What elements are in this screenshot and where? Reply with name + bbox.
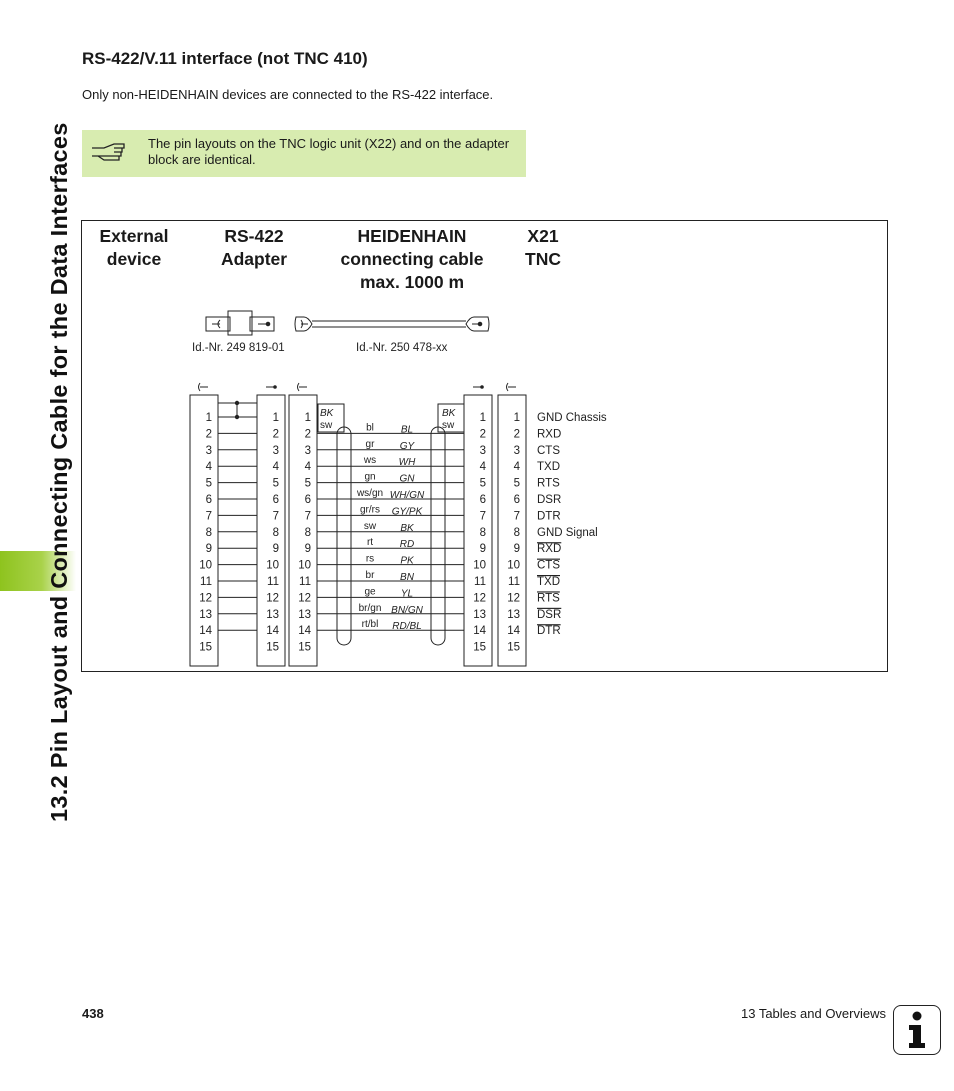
pin-number: 1 <box>304 412 311 424</box>
signal-name: DSR <box>537 494 562 506</box>
pin-number: 5 <box>205 477 212 490</box>
pin-number: 4 <box>272 461 279 474</box>
pin-number: 15 <box>473 641 486 654</box>
pin-number: 6 <box>304 494 311 506</box>
pin-number: 13 <box>266 608 279 621</box>
pin-number: 15 <box>298 641 311 654</box>
pin-number: 8 <box>513 526 520 539</box>
wire-color-en: PK <box>400 555 414 567</box>
pin-number: 8 <box>205 526 212 539</box>
wire-color-en: GY <box>399 440 415 452</box>
pin-number: 11 <box>474 576 486 588</box>
wire-color-en: GN <box>399 473 415 485</box>
header-line: HEIDENHAIN <box>357 226 467 246</box>
pin-number: 5 <box>304 477 311 490</box>
pin-number: 8 <box>479 526 486 539</box>
pin-number: 2 <box>304 428 311 441</box>
signal-name: TXD <box>537 576 560 588</box>
pin-number: 4 <box>513 461 520 474</box>
wire-color-en: WH <box>398 457 416 469</box>
pointing-hand-icon <box>90 138 128 166</box>
pin-number: 1 <box>479 412 486 424</box>
header-line: Adapter <box>220 249 288 269</box>
pin-number: 12 <box>298 592 311 605</box>
pin-number: 2 <box>272 428 279 441</box>
pin-number: 7 <box>304 510 311 523</box>
header-line: connecting cable <box>340 249 484 269</box>
cable-id: Id.-Nr. 250 478-xx <box>356 342 448 354</box>
pin-number: 11 <box>267 576 279 588</box>
pin-number: 4 <box>304 461 311 474</box>
pin-number: 14 <box>266 625 279 638</box>
cable-shield <box>431 427 445 645</box>
signal-name: RXD <box>537 428 562 441</box>
cable-shield <box>337 427 351 645</box>
pin-number: 13 <box>507 608 520 621</box>
pin-number: 8 <box>304 526 311 539</box>
male-connector-icon <box>199 383 201 391</box>
male-connector-icon <box>507 383 509 391</box>
header-line: External <box>99 226 169 246</box>
info-icon[interactable] <box>893 1005 941 1055</box>
pin-number: 15 <box>507 641 520 654</box>
wire-junction <box>235 401 239 405</box>
pin-number: 9 <box>205 543 212 556</box>
pin-number: 3 <box>513 444 520 457</box>
wire-junction <box>235 415 239 419</box>
header-line: device <box>106 249 162 269</box>
info-glyph <box>894 1006 939 1053</box>
chapter-name: 13 Tables and Overviews <box>740 1006 886 1021</box>
signal-name: DTR <box>537 510 561 523</box>
wire-color-en: GY/PK <box>391 506 423 518</box>
wiring-diagram <box>82 221 887 671</box>
pin-number: 2 <box>513 428 520 441</box>
pin-number: 7 <box>513 510 520 523</box>
pin-number: 3 <box>205 444 212 457</box>
pin-number: 10 <box>298 559 311 572</box>
header-line: X21 <box>527 226 559 246</box>
signal-name: GND Chassis <box>537 412 607 424</box>
female-connector-icon <box>273 385 277 389</box>
pin-number: 2 <box>479 428 486 441</box>
wire-color-de: ge <box>364 586 376 598</box>
wire-color-de: br <box>365 570 375 581</box>
pin-number: 8 <box>272 526 279 539</box>
wire-color-en: WH/GN <box>389 490 425 501</box>
pin-number: 10 <box>473 559 486 572</box>
pin-number: 3 <box>272 444 279 457</box>
shield-label-en: BK <box>442 408 456 419</box>
pin-number: 5 <box>272 477 279 490</box>
signal-name: CTS <box>537 559 560 572</box>
pin-number: 5 <box>479 477 486 490</box>
wire-color-en: RD <box>399 539 415 551</box>
pin-number: 6 <box>479 494 486 506</box>
wire-color-en: BK <box>400 522 414 534</box>
signal-name: GND Signal <box>537 526 598 539</box>
pin-number: 15 <box>266 641 279 654</box>
pin-number: 12 <box>266 592 279 605</box>
wire-color-en: RD/BL <box>392 621 422 633</box>
pin-number: 6 <box>272 494 279 506</box>
adapter-drawing <box>206 311 274 335</box>
signal-name: TXD <box>537 461 560 474</box>
wire-color-en: YL <box>400 588 414 600</box>
page-number: 438 <box>82 1006 104 1021</box>
header-line: RS-422 <box>224 226 284 246</box>
pin-number: 1 <box>513 412 520 424</box>
wire-color-de: br/gn <box>358 602 382 614</box>
female-connector-icon <box>480 385 484 389</box>
wire-color-de: ws <box>363 455 377 467</box>
pin-number: 14 <box>473 625 486 638</box>
signal-name: CTS <box>537 444 560 457</box>
pin-number: 7 <box>205 510 212 523</box>
wire-color-de: gr/rs <box>360 504 380 516</box>
pin-number: 11 <box>508 576 520 588</box>
pin-number: 6 <box>205 494 212 506</box>
wire-color-de: gn <box>364 471 376 483</box>
signal-name: DSR <box>537 608 562 621</box>
pin-number: 3 <box>479 444 486 457</box>
header-line: max. 1000 m <box>359 272 465 292</box>
pin-number: 14 <box>507 625 520 638</box>
shield-label-de: sw <box>442 420 455 431</box>
shield-label-en: BK <box>320 408 334 419</box>
pin-number: 12 <box>507 592 520 605</box>
wire-color-de: rt/bl <box>361 619 379 631</box>
signal-name: RTS <box>537 477 560 490</box>
male-connector-icon <box>298 383 300 391</box>
pin-number: 10 <box>199 559 212 572</box>
pin-number: 9 <box>479 543 486 556</box>
signal-name: RXD <box>537 543 562 556</box>
pin-number: 10 <box>266 559 279 572</box>
wire-color-de: ws/gn <box>356 488 384 499</box>
shield-label-de: sw <box>320 420 333 431</box>
note-box <box>82 130 526 177</box>
pin-number: 9 <box>513 543 520 556</box>
pin-number: 1 <box>205 412 212 424</box>
signal-name: RTS <box>537 592 560 605</box>
section-heading: RS-422/V.11 interface (not TNC 410) <box>82 49 368 68</box>
intro-paragraph: Only non-HEIDENHAIN devices are connected to the RS-422 interface. <box>82 87 494 102</box>
pin-number: 13 <box>199 608 212 621</box>
signal-name: DTR <box>537 625 561 638</box>
pin-number: 14 <box>298 625 311 638</box>
pin-number: 13 <box>473 608 486 621</box>
wire-color-en: BN <box>400 572 414 583</box>
pin-number: 4 <box>479 461 486 474</box>
wire-color-de: rs <box>365 553 375 565</box>
cable-drawing <box>295 317 489 331</box>
pin-number: 14 <box>199 625 212 638</box>
pin-number: 12 <box>473 592 486 605</box>
pin-number: 7 <box>272 510 279 523</box>
wiring-diagram-frame <box>81 220 888 672</box>
pin-number: 2 <box>205 428 212 441</box>
pin-number: 5 <box>513 477 520 490</box>
pin-number: 12 <box>199 592 212 605</box>
pin-number: 6 <box>513 494 520 506</box>
pin-number: 15 <box>199 641 212 654</box>
wire-color-de: sw <box>363 520 377 532</box>
pin-number: 3 <box>304 444 311 457</box>
wire-color-de: rt <box>366 537 374 549</box>
pin-number: 1 <box>272 412 279 424</box>
wire-color-de: bl <box>366 422 374 434</box>
pin-number: 10 <box>507 559 520 572</box>
wire-color-de: gr <box>365 438 375 450</box>
note-text: The pin layouts on the TNC logic unit (X22) and on the adapter block are identical. <box>148 136 510 167</box>
pin-number: 4 <box>205 461 212 474</box>
sidebar-chapter-title: 13.2 Pin Layout and Connecting Cable for the Data Interfaces <box>46 122 72 822</box>
pin-number: 11 <box>200 576 212 588</box>
pin-number: 13 <box>298 608 311 621</box>
pin-number: 9 <box>304 543 311 556</box>
wire-color-en: BN/GN <box>391 604 423 616</box>
pin-number: 9 <box>272 543 279 556</box>
wire-color-en: BL <box>400 424 414 436</box>
header-line: TNC <box>525 249 561 269</box>
pin-number: 11 <box>299 576 311 588</box>
pin-number: 7 <box>479 510 486 523</box>
adapter-id: Id.-Nr. 249 819-01 <box>192 342 285 354</box>
